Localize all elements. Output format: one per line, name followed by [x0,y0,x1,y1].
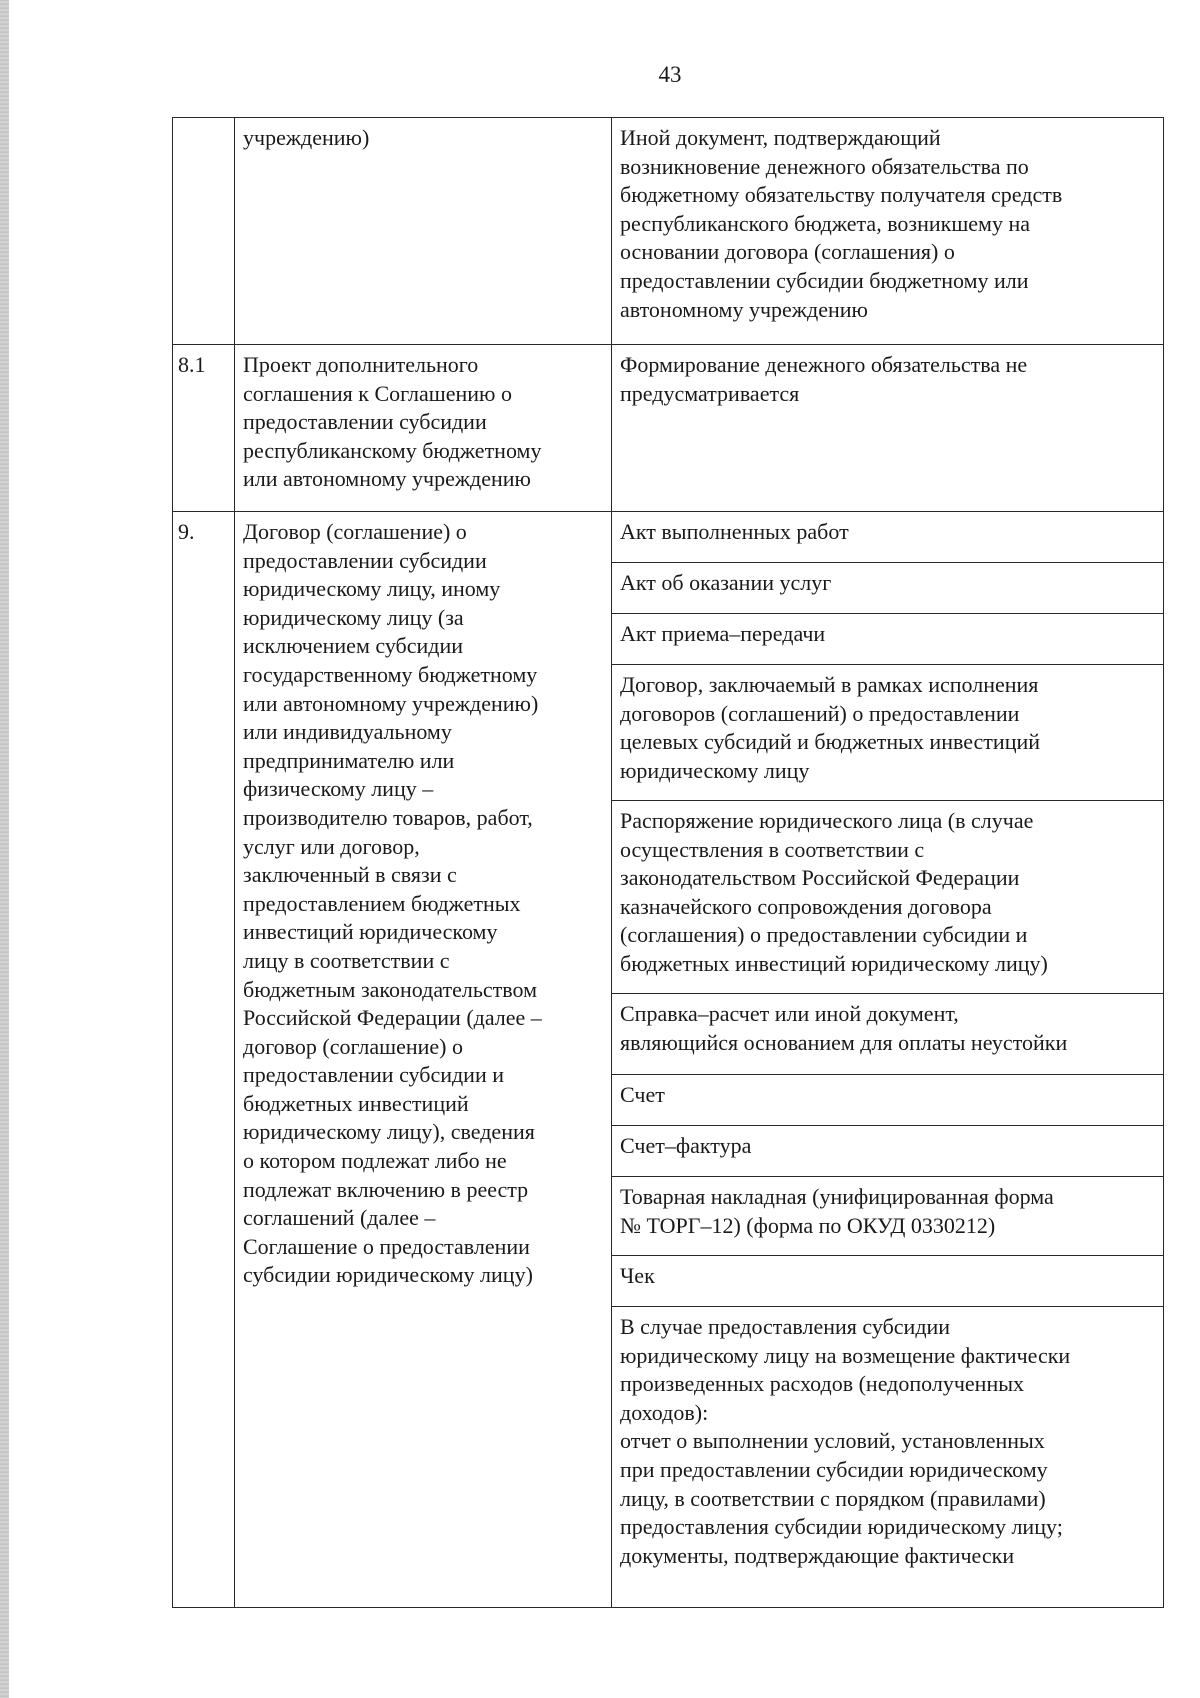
document-name-cell: Проект дополнительного соглашения к Соглашению о предоставлении субсидии республиканскому бюджетному или автономному учреждению [235,345,612,512]
document-name-cell: учреждению) [235,118,612,345]
basis-item: Чек [612,1256,1163,1307]
row-number [173,118,235,345]
basis-item: Распоряжение юридического лица (в случае осуществления в соответствии с законодательством Российской Федерации казначейского сопровождения договора (соглашения) о предоставлении субсидии и бюджетных инвестиций юридическому лицу) [612,801,1163,994]
basis-documents-list [612,512,1164,1608]
scan-edge [0,0,9,1698]
basis-item: Акт выполненных работ [612,512,1163,563]
basis-item: Акт приема–передачи [612,614,1163,665]
table-row-continuation [173,118,1164,345]
basis-document-cell: Иной документ, подтверждающий возникновение денежного обязательства по бюджетному обязательству получателя средств республиканского бюджета, возникшему на основании договора (соглашения) о предоставлении субсидии бюджетному или автономному учреждению [612,118,1164,345]
basis-item: Счет [612,1075,1163,1126]
table-row-9 [173,512,1164,1608]
documents-table [172,117,1164,1608]
basis-item: Счет–фактура [612,1126,1163,1177]
basis-item: Справка–расчет или иной документ, являющийся основанием для оплаты неустойки [612,994,1163,1075]
basis-document-cell: Формирование денежного обязательства не предусматривается [612,345,1164,512]
basis-item: Договор, заключаемый в рамках исполнения договоров (соглашений) о предоставлении целевых субсидий и бюджетных инвестиций юридическому лицу [612,665,1163,801]
page-number: 43 [658,62,682,87]
basis-item: В случае предоставления субсидии юридическому лицу на возмещение фактически произведенных расходов (недополученных доходов): отчет о выполнении условий, установленных при предоставлении субсидии юридическому лицу, в соответствии с порядком (правилами) предоставления субсидии юридическому лицу; документы, подтверждающие фактически [620,1314,1071,1568]
basis-item: Акт об оказании услуг [612,563,1163,614]
basis-item: Товарная накладная (унифицированная форма № ТОРГ–12) (форма по ОКУД 0330212) [612,1177,1163,1256]
document-name-cell: Договор (соглашение) о предоставлении субсидии юридическому лицу, иному юридическому лицу (за исключением субсидии государственному бюджетному или автономному учреждению) или индивидуальному предпринимателю или физическому лицу – производителю товаров, работ, услуг или договор, заключенный в связи с предоставлением бюджетных инвестиций юридическому лицу в соответствии с бюджетным законодательством Российской Федерации (далее – договор (соглашение) о предоставлении субсидии и бюджетных инвестиций юридическому лицу), сведения о котором подлежат либо не подлежат включению в реестр соглашений (далее – Соглашение о предоставлении субсидии юридическому лицу) [235,512,612,1608]
table-row-8-1 [173,345,1164,512]
row-number: 9. [173,512,235,1608]
row-number: 8.1 [173,345,235,512]
